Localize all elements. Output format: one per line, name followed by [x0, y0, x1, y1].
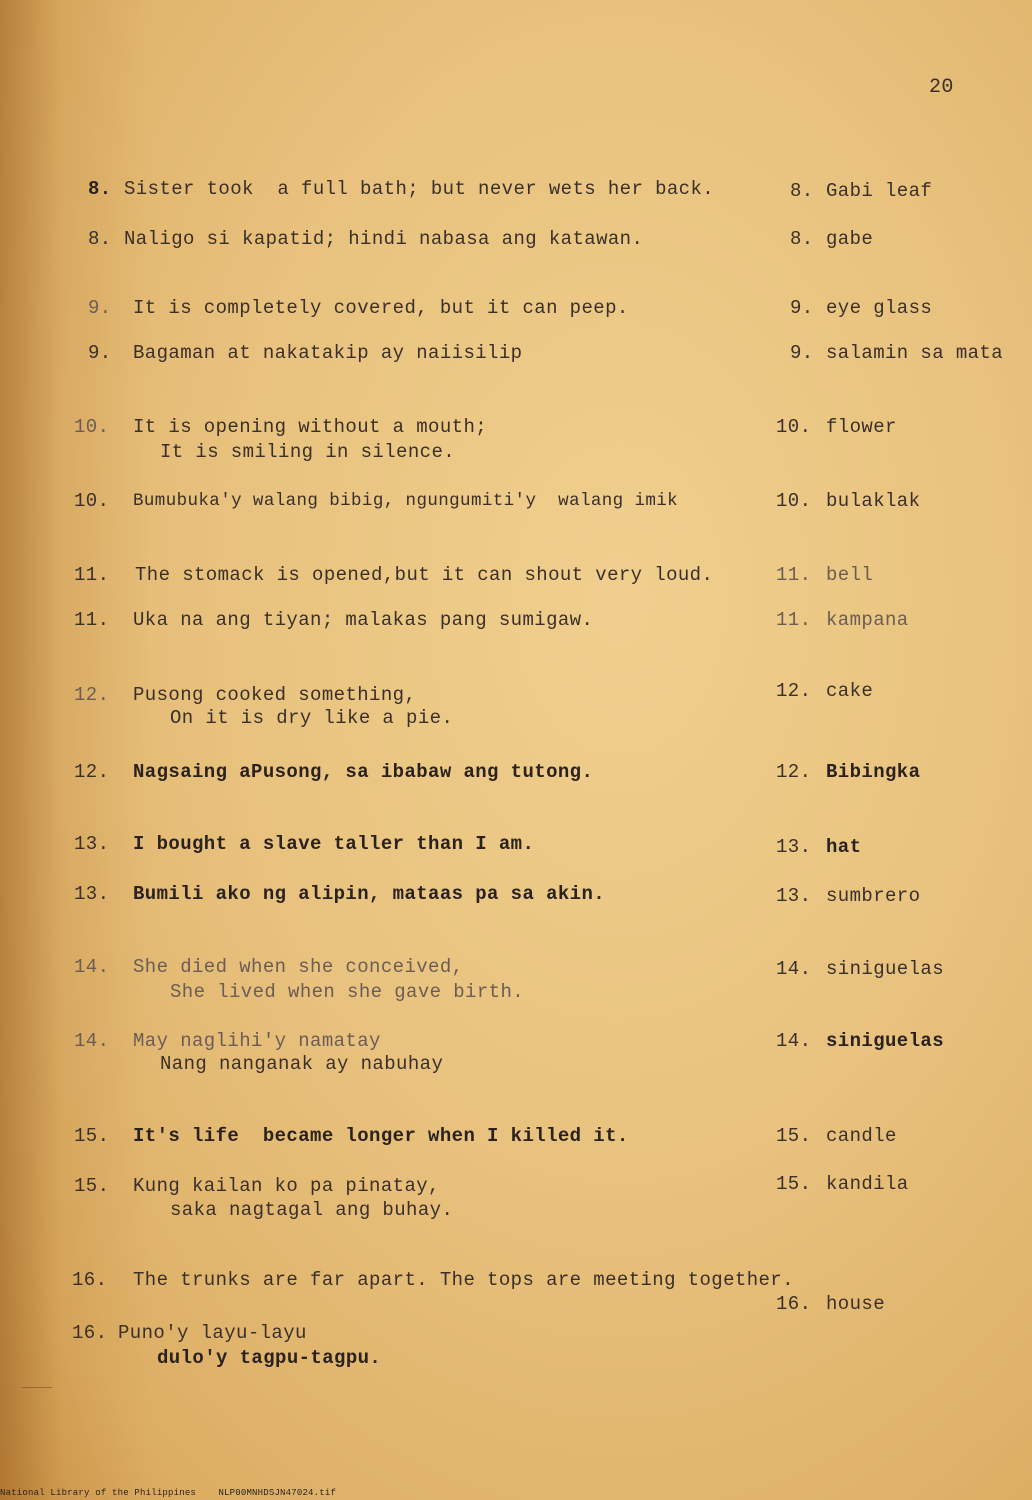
answer-number: 11.	[776, 564, 812, 586]
answer-english: Gabi leaf	[826, 180, 933, 202]
riddle-tagalog: Kung kailan ko pa pinatay,	[133, 1175, 440, 1197]
riddle-number: 16.	[72, 1322, 108, 1344]
riddle-tagalog: May naglihi'y namatay	[133, 1030, 381, 1052]
answer-number: 13.	[776, 885, 812, 907]
riddle-english: Pusong cooked something,	[133, 684, 417, 706]
answer-number: 15.	[776, 1173, 812, 1195]
riddle-english: It is completely covered, but it can peep.	[133, 297, 629, 319]
riddle-english: Sister took a full bath; but never wets her back.	[124, 178, 715, 200]
riddle-number: 8.	[88, 228, 112, 250]
riddle-number: 9.	[88, 297, 112, 319]
riddle-tagalog: Uka na ang tiyan; malakas pang sumigaw.	[133, 609, 594, 631]
scan-mark	[22, 1387, 52, 1388]
answer-english: candle	[826, 1125, 897, 1147]
riddle-tagalog: Naligo si kapatid; hindi nabasa ang katawan.	[124, 228, 644, 250]
answer-tagalog: salamin sa mata	[826, 342, 1004, 364]
answer-english: bell	[826, 564, 874, 586]
riddle-number: 11.	[74, 609, 110, 631]
riddle-tagalog: Puno'y layu-layu	[118, 1322, 307, 1344]
riddle-number: 13.	[74, 833, 110, 855]
answer-number: 9.	[790, 297, 814, 319]
riddle-number: 12.	[74, 684, 110, 706]
riddle-number: 16.	[72, 1269, 108, 1291]
answer-number: 14.	[776, 958, 812, 980]
answer-number: 10.	[776, 416, 812, 438]
riddle-english-line2: She lived when she gave birth.	[170, 981, 525, 1003]
riddle-english: The stomack is opened,but it can shout very loud.	[135, 564, 714, 586]
footer-source: National Library of the Philippines	[0, 1488, 197, 1498]
riddle-english-line2: On it is dry like a pie.	[170, 707, 454, 729]
answer-tagalog: gabe	[826, 228, 874, 250]
answer-number: 10.	[776, 490, 812, 512]
riddle-tagalog: Nagsaing aPusong, sa ibabaw ang tutong.	[133, 761, 594, 783]
answer-number: 8.	[790, 228, 814, 250]
answer-tagalog: bulaklak	[826, 490, 921, 512]
answer-tagalog: siniguelas	[826, 1030, 945, 1052]
riddle-number: 12.	[74, 761, 110, 783]
riddle-tagalog: Bumili ako ng alipin, mataas pa sa akin.	[133, 883, 606, 905]
riddle-english-line2: It is smiling in silence.	[160, 441, 456, 463]
scan-footer	[0, 1488, 336, 1498]
answer-number: 12.	[776, 761, 812, 783]
riddle-tagalog: Bumubuka'y walang bibig, ngungumiti'y walang imik	[133, 491, 679, 511]
riddle-number: 9.	[88, 342, 112, 364]
riddle-tagalog-line2: dulo'y tagpu-tagpu.	[157, 1347, 382, 1369]
riddle-number: 14.	[74, 956, 110, 978]
riddle-number: 13.	[74, 883, 110, 905]
riddle-english: I bought a slave taller than I am.	[133, 833, 535, 855]
answer-english: eye glass	[826, 297, 933, 319]
answer-number: 12.	[776, 680, 812, 702]
riddle-number: 10.	[74, 416, 110, 438]
answer-number: 11.	[776, 609, 812, 631]
riddle-tagalog-line2: Nang nanganak ay nabuhay	[160, 1053, 444, 1075]
answer-number: 13.	[776, 836, 812, 858]
answer-number: 8.	[790, 180, 814, 202]
answer-tagalog: kampana	[826, 609, 909, 631]
answer-english: siniguelas	[826, 958, 945, 980]
riddle-number: 15.	[74, 1175, 110, 1197]
answer-tagalog: Bibingka	[826, 761, 921, 783]
riddle-number: 10.	[74, 490, 110, 512]
riddle-tagalog: Bagaman at nakatakip ay naiisilip	[133, 342, 523, 364]
answer-number: 9.	[790, 342, 814, 364]
riddle-number: 14.	[74, 1030, 110, 1052]
riddle-english: The trunks are far apart. The tops are meeting together.	[133, 1269, 794, 1291]
answer-english: cake	[826, 680, 874, 702]
answer-tagalog: kandila	[826, 1173, 909, 1195]
riddle-number: 11.	[74, 564, 110, 586]
riddle-number: 15.	[74, 1125, 110, 1147]
answer-english: house	[826, 1293, 886, 1315]
page-number: 20	[929, 76, 954, 99]
riddle-number: 8.	[88, 178, 112, 200]
answer-number: 15.	[776, 1125, 812, 1147]
footer-file: NLP00MNHDSJN47024.tif	[218, 1488, 337, 1498]
riddle-tagalog-line2: saka nagtagal ang buhay.	[170, 1199, 454, 1221]
answer-tagalog: sumbrero	[826, 885, 921, 907]
answer-number: 16.	[776, 1293, 812, 1315]
answer-number: 14.	[776, 1030, 812, 1052]
answer-english: hat	[826, 836, 862, 858]
answer-english: flower	[826, 416, 897, 438]
riddle-english: She died when she conceived,	[133, 956, 464, 978]
riddle-english: It's life became longer when I killed it.	[133, 1125, 629, 1147]
riddle-english: It is opening without a mouth;	[133, 416, 488, 438]
